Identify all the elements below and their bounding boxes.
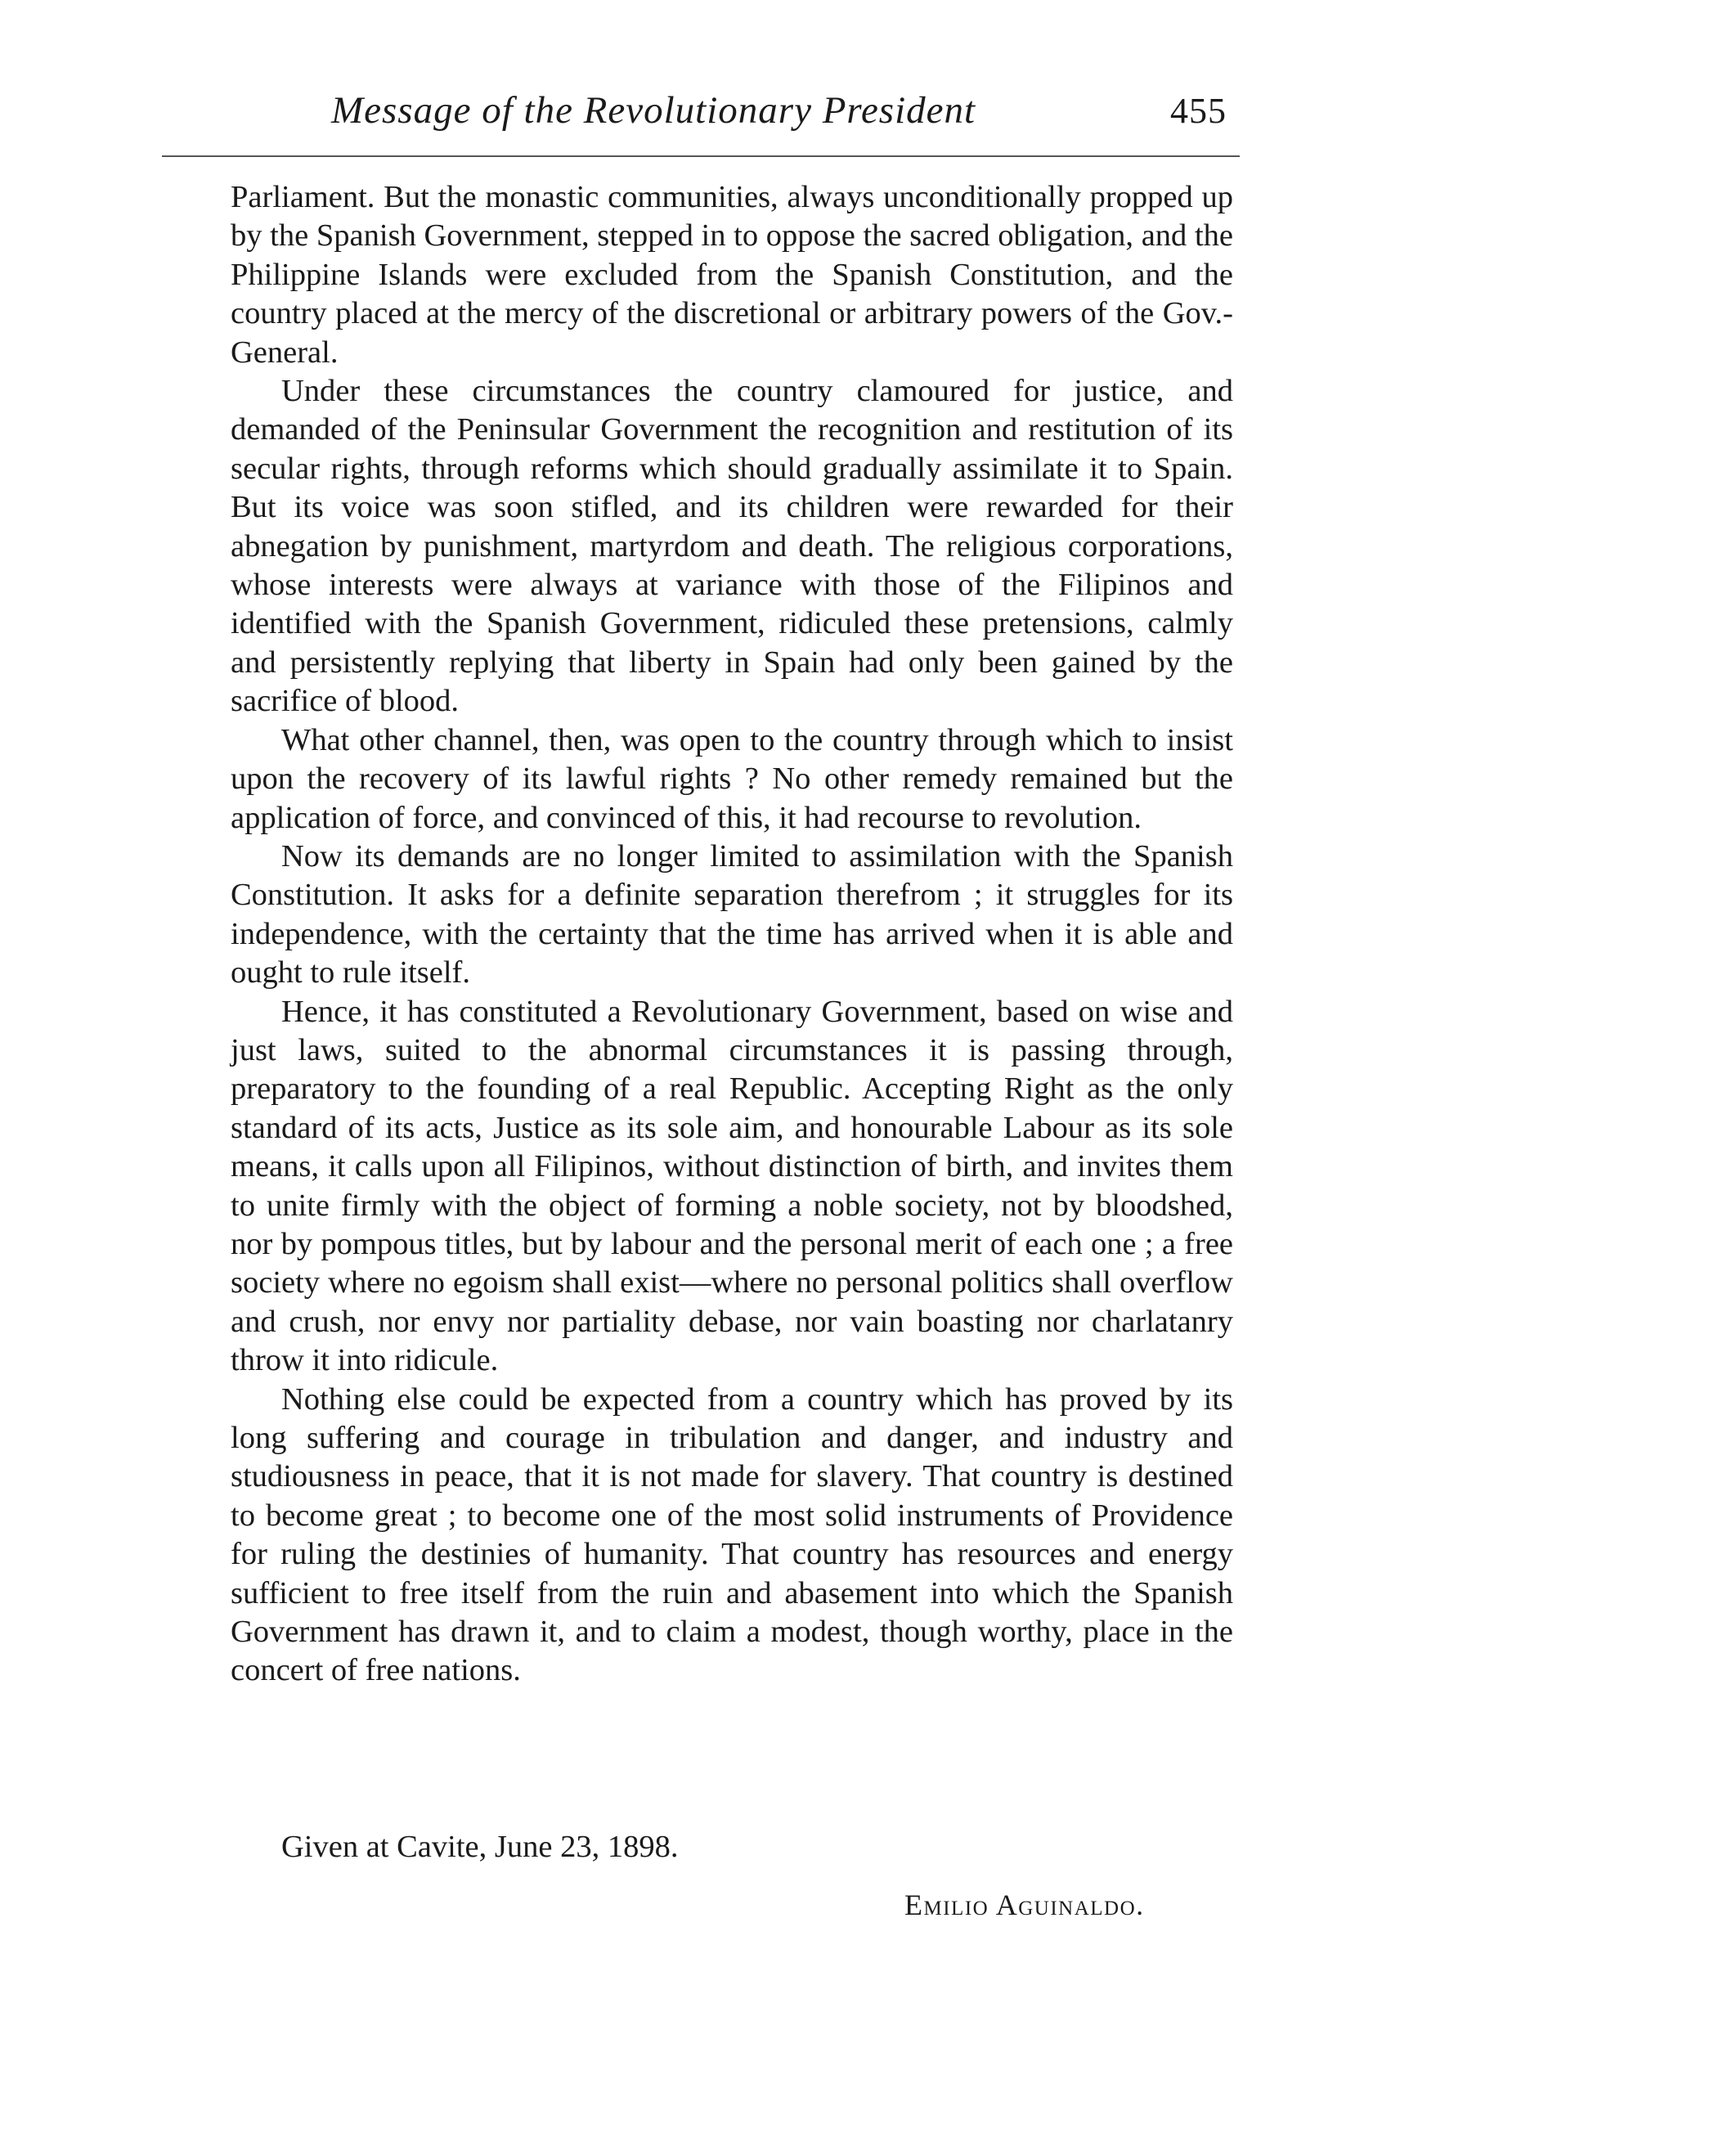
paragraph: What other channel, then, was open to the country through which to insist upon the recovery of its lawful rights ? No other remedy remained but the application of force, and convinced of this, it had recourse to revolution. bbox=[231, 722, 1233, 835]
paragraph: Now its demands are no longer limited to assimilation with the Spanish Constitution. It asks for a definite separation therefrom ; it struggles for its independence, with the certainty that the time has arrived when it is able and ought to rule itself. bbox=[231, 838, 1233, 990]
header-divider bbox=[162, 155, 1240, 157]
dateline: Given at Cavite, June 23, 1898. bbox=[281, 1830, 679, 1864]
paragraph: Under these circumstances the country clamoured for justice, and demanded of the Peninsular Government the recognition and restitution of its secular rights, through reforms which should gradually assimilate it to Spain. But its voice was soon stifled, and its children were rewarded for their abnegation by punishment, martyrdom and death. The religious corporations, whose interests were always at variance with those of the Filipinos and identified with the Spanish Government, ridiculed these pretensions, calmly and persistently replying that liberty in Spain had only been gained by the sacrifice of blood. bbox=[231, 374, 1233, 719]
page-number: 455 bbox=[1170, 91, 1227, 131]
paragraph: Hence, it has constituted a Revolutionary Government, based on wise and just laws, suited to the abnormal circumstances it is passing through, preparatory to the founding of a real Republic. Accepting Right as the only standard of its acts, Justice as its sole aim, and honourable Labour as its sole means, it calls upon all Filipinos, without distinction of birth, and invites them to unite firmly with the object of forming a noble society, not by bloodshed, nor by pompous titles, but by labour and the personal merit of each one ; a free society where no egoism shall exist—where no personal politics shall overflow and crush, nor envy nor partiality debase, nor vain boasting nor charlatanry throw it into ridicule. bbox=[231, 994, 1233, 1378]
running-head bbox=[164, 88, 1233, 142]
running-title: Message of the Revolutionary President bbox=[331, 89, 976, 132]
paragraph: Parliament. But the monastic communities, always unconditionally propped up by the Spanish Government, stepped in to oppose the sacred obligation, and the Philippine Islands were excluded from the Spanish Constitution, and the country placed at the mercy of the discretional or arbitrary powers of the Gov.-General. bbox=[231, 180, 1233, 370]
paragraph: Nothing else could be expected from a country which has proved by its long suffering and courage in tribulation and danger, and industry and studiousness in peace, that it is not made for slavery. That country is destined to become great ; to become one of the most solid instruments of Providence for ruling the destinies of humanity. That country has resources and energy sufficient to free itself from the ruin and abasement into which the Spanish Government has drawn it, and to claim a modest, though worthy, place in the concert of free nations. bbox=[231, 1381, 1233, 1688]
signature: Emilio Aguinaldo. bbox=[904, 1889, 1145, 1921]
body-text bbox=[231, 178, 1233, 1691]
